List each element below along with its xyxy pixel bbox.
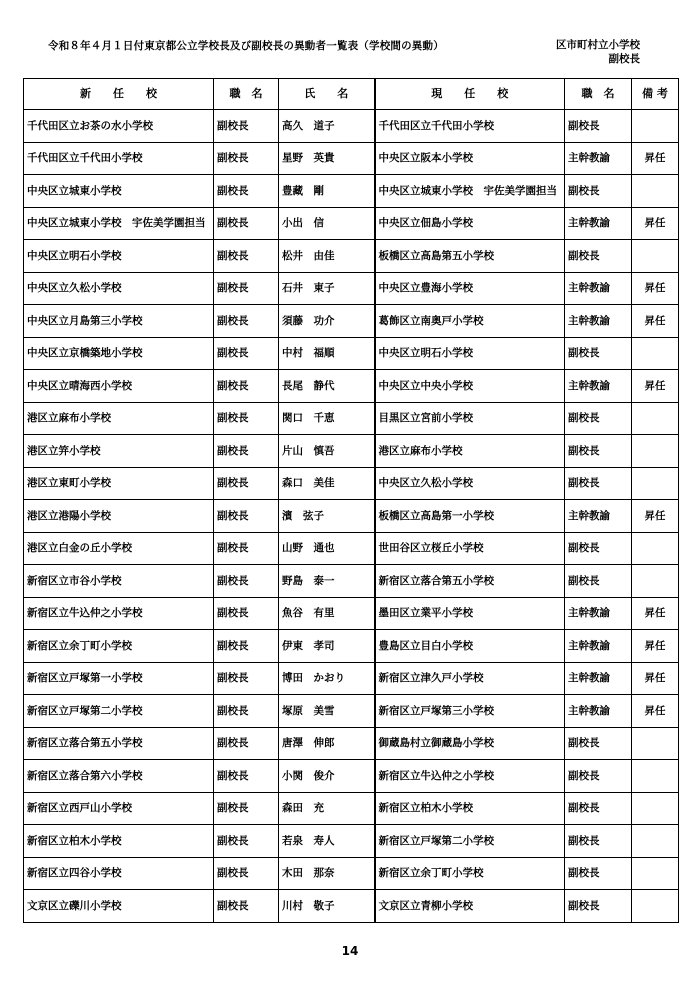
- new-school-cell: 中央区立月島第三小学校: [24, 305, 214, 338]
- header-new-school: 新 任 校: [24, 79, 214, 110]
- current-position-cell: 主幹教諭: [565, 695, 632, 728]
- remarks-cell: 昇任: [632, 370, 679, 403]
- current-position-cell: 主幹教諭: [565, 500, 632, 533]
- remarks-cell: 昇任: [632, 207, 679, 240]
- new-school-cell: 新宿区立余丁町小学校: [24, 630, 214, 663]
- current-school-cell: 新宿区立戸塚第三小学校: [375, 695, 565, 728]
- new-school-cell: 中央区立城東小学校 宇佐美学園担当: [24, 207, 214, 240]
- new-position-cell: 副校長: [214, 467, 279, 500]
- current-school-cell: 葛飾区立南奥戸小学校: [375, 305, 565, 338]
- new-position-cell: 副校長: [214, 110, 279, 143]
- current-school-cell: 板橋区立高島第一小学校: [375, 500, 565, 533]
- new-position-cell: 副校長: [214, 565, 279, 598]
- remarks-cell: [632, 110, 679, 143]
- current-position-cell: 主幹教諭: [565, 207, 632, 240]
- current-school-cell: 世田谷区立桜丘小学校: [375, 532, 565, 565]
- new-position-cell: 副校長: [214, 435, 279, 468]
- current-position-cell: 副校長: [565, 175, 632, 208]
- current-school-cell: 墨田区立業平小学校: [375, 597, 565, 630]
- new-position-cell: 副校長: [214, 662, 279, 695]
- name-cell: 博田 かおり: [279, 662, 375, 695]
- new-position-cell: 副校長: [214, 337, 279, 370]
- table-row: [24, 760, 679, 793]
- document-category: [556, 38, 640, 66]
- table-row: [24, 175, 679, 208]
- remarks-cell: [632, 825, 679, 858]
- current-position-cell: 副校長: [565, 110, 632, 143]
- current-position-cell: 主幹教諭: [565, 142, 632, 175]
- current-school-cell: 中央区立阪本小学校: [375, 142, 565, 175]
- current-position-cell: 副校長: [565, 857, 632, 890]
- category-school-type: 区市町村立小学校: [556, 39, 640, 51]
- table-row: [24, 662, 679, 695]
- table-row: [24, 630, 679, 663]
- current-position-cell: 副校長: [565, 467, 632, 500]
- header-remarks: 備 考: [632, 79, 679, 110]
- current-position-cell: 主幹教諭: [565, 630, 632, 663]
- remarks-cell: [632, 532, 679, 565]
- remarks-cell: [632, 792, 679, 825]
- name-cell: 片山 慎吾: [279, 435, 375, 468]
- name-cell: 濱 弦子: [279, 500, 375, 533]
- new-position-cell: 副校長: [214, 305, 279, 338]
- current-position-cell: 主幹教諭: [565, 662, 632, 695]
- table-row: [24, 337, 679, 370]
- remarks-cell: [632, 175, 679, 208]
- name-cell: 小出 信: [279, 207, 375, 240]
- new-position-cell: 副校長: [214, 890, 279, 923]
- new-school-cell: 新宿区立西戸山小学校: [24, 792, 214, 825]
- new-position-cell: 副校長: [214, 825, 279, 858]
- current-school-cell: 中央区立明石小学校: [375, 337, 565, 370]
- category-position: 副校長: [608, 53, 640, 65]
- new-position-cell: 副校長: [214, 272, 279, 305]
- current-school-cell: 新宿区立落合第五小学校: [375, 565, 565, 598]
- new-position-cell: 副校長: [214, 792, 279, 825]
- remarks-cell: 昇任: [632, 142, 679, 175]
- current-school-cell: 中央区立佃島小学校: [375, 207, 565, 240]
- name-cell: 小関 俊介: [279, 760, 375, 793]
- table-row: [24, 695, 679, 728]
- current-school-cell: 新宿区立余丁町小学校: [375, 857, 565, 890]
- remarks-cell: [632, 402, 679, 435]
- current-position-cell: 副校長: [565, 337, 632, 370]
- current-position-cell: 副校長: [565, 825, 632, 858]
- new-school-cell: 千代田区立お茶の水小学校: [24, 110, 214, 143]
- current-position-cell: 主幹教諭: [565, 305, 632, 338]
- new-position-cell: 副校長: [214, 857, 279, 890]
- current-position-cell: 副校長: [565, 532, 632, 565]
- table-row: [24, 240, 679, 273]
- remarks-cell: 昇任: [632, 695, 679, 728]
- new-position-cell: 副校長: [214, 597, 279, 630]
- table-row: [24, 565, 679, 598]
- new-school-cell: 港区立東町小学校: [24, 467, 214, 500]
- name-cell: 豊藏 剛: [279, 175, 375, 208]
- table-row: [24, 110, 679, 143]
- current-position-cell: 副校長: [565, 792, 632, 825]
- new-school-cell: 中央区立久松小学校: [24, 272, 214, 305]
- new-school-cell: 千代田区立千代田小学校: [24, 142, 214, 175]
- page-number: 14: [341, 944, 359, 958]
- name-cell: 伊東 孝司: [279, 630, 375, 663]
- table-row: [24, 467, 679, 500]
- name-cell: 森田 充: [279, 792, 375, 825]
- table-row: [24, 890, 679, 923]
- new-position-cell: 副校長: [214, 207, 279, 240]
- current-position-cell: 副校長: [565, 240, 632, 273]
- name-cell: 松井 由佳: [279, 240, 375, 273]
- table-row: [24, 597, 679, 630]
- current-position-cell: 主幹教諭: [565, 272, 632, 305]
- current-school-cell: 中央区立中央小学校: [375, 370, 565, 403]
- current-position-cell: 主幹教諭: [565, 370, 632, 403]
- name-cell: 関口 千恵: [279, 402, 375, 435]
- name-cell: 石井 東子: [279, 272, 375, 305]
- new-school-cell: 港区立麻布小学校: [24, 402, 214, 435]
- new-school-cell: 中央区立京橋築地小学校: [24, 337, 214, 370]
- new-position-cell: 副校長: [214, 142, 279, 175]
- remarks-cell: [632, 727, 679, 760]
- name-cell: 星野 英貴: [279, 142, 375, 175]
- remarks-cell: [632, 565, 679, 598]
- current-school-cell: 千代田区立千代田小学校: [375, 110, 565, 143]
- remarks-cell: [632, 435, 679, 468]
- current-school-cell: 新宿区立津久戸小学校: [375, 662, 565, 695]
- table-row: [24, 272, 679, 305]
- name-cell: 唐澤 伸郎: [279, 727, 375, 760]
- new-school-cell: 新宿区立落合第六小学校: [24, 760, 214, 793]
- current-school-cell: 新宿区立戸塚第二小学校: [375, 825, 565, 858]
- remarks-cell: 昇任: [632, 597, 679, 630]
- new-position-cell: 副校長: [214, 630, 279, 663]
- new-school-cell: 新宿区立牛込仲之小学校: [24, 597, 214, 630]
- remarks-cell: 昇任: [632, 630, 679, 663]
- remarks-cell: [632, 760, 679, 793]
- new-position-cell: 副校長: [214, 760, 279, 793]
- new-position-cell: 副校長: [214, 532, 279, 565]
- new-school-cell: 港区立白金の丘小学校: [24, 532, 214, 565]
- table-row: [24, 792, 679, 825]
- remarks-cell: 昇任: [632, 305, 679, 338]
- current-school-cell: 板橋区立高島第五小学校: [375, 240, 565, 273]
- remarks-cell: [632, 857, 679, 890]
- table-row: [24, 825, 679, 858]
- document-title: 令和８年４月１日付東京都公立学校長及び副校長の異動者一覧表（学校間の異動）: [48, 40, 444, 52]
- remarks-cell: [632, 337, 679, 370]
- new-school-cell: 新宿区立四谷小学校: [24, 857, 214, 890]
- new-school-cell: 中央区立城東小学校: [24, 175, 214, 208]
- remarks-cell: 昇任: [632, 500, 679, 533]
- current-position-cell: 主幹教諭: [565, 597, 632, 630]
- current-school-cell: 中央区立城東小学校 宇佐美学園担当: [375, 175, 565, 208]
- new-school-cell: 港区立港陽小学校: [24, 500, 214, 533]
- new-school-cell: 新宿区立戸塚第二小学校: [24, 695, 214, 728]
- table-row: [24, 435, 679, 468]
- name-cell: 山野 通也: [279, 532, 375, 565]
- name-cell: 森口 美佳: [279, 467, 375, 500]
- new-position-cell: 副校長: [214, 500, 279, 533]
- new-school-cell: 中央区立明石小学校: [24, 240, 214, 273]
- remarks-cell: 昇任: [632, 272, 679, 305]
- table-row: [24, 532, 679, 565]
- new-position-cell: 副校長: [214, 370, 279, 403]
- new-school-cell: 新宿区立戸塚第一小学校: [24, 662, 214, 695]
- header-name: 氏 名: [279, 79, 375, 110]
- current-school-cell: 新宿区立柏木小学校: [375, 792, 565, 825]
- new-school-cell: 文京区立礫川小学校: [24, 890, 214, 923]
- new-position-cell: 副校長: [214, 727, 279, 760]
- current-position-cell: 副校長: [565, 435, 632, 468]
- table-row: [24, 500, 679, 533]
- table-row: [24, 370, 679, 403]
- header-current-school: 現 任 校: [375, 79, 565, 110]
- new-position-cell: 副校長: [214, 240, 279, 273]
- header-current-position: 職 名: [565, 79, 632, 110]
- name-cell: 川村 敬子: [279, 890, 375, 923]
- remarks-cell: [632, 467, 679, 500]
- remarks-cell: 昇任: [632, 662, 679, 695]
- name-cell: 若泉 寿人: [279, 825, 375, 858]
- current-school-cell: 御蔵島村立御蔵島小学校: [375, 727, 565, 760]
- current-position-cell: 副校長: [565, 565, 632, 598]
- table-body: [24, 110, 679, 923]
- table-row: [24, 402, 679, 435]
- new-school-cell: 新宿区立柏木小学校: [24, 825, 214, 858]
- current-school-cell: 目黒区立宮前小学校: [375, 402, 565, 435]
- name-cell: 木田 那奈: [279, 857, 375, 890]
- header-new-position: 職 名: [214, 79, 279, 110]
- current-school-cell: 中央区立豊海小学校: [375, 272, 565, 305]
- current-position-cell: 副校長: [565, 402, 632, 435]
- table-row: [24, 142, 679, 175]
- name-cell: 高久 道子: [279, 110, 375, 143]
- current-school-cell: 港区立麻布小学校: [375, 435, 565, 468]
- new-position-cell: 副校長: [214, 695, 279, 728]
- current-school-cell: 新宿区立牛込仲之小学校: [375, 760, 565, 793]
- table-row: [24, 727, 679, 760]
- new-position-cell: 副校長: [214, 175, 279, 208]
- table-header-row: [24, 79, 679, 110]
- current-position-cell: 副校長: [565, 760, 632, 793]
- current-position-cell: 副校長: [565, 890, 632, 923]
- table-row: [24, 305, 679, 338]
- current-school-cell: 文京区立青柳小学校: [375, 890, 565, 923]
- transfer-table: [23, 78, 679, 923]
- current-position-cell: 副校長: [565, 727, 632, 760]
- name-cell: 魚谷 有里: [279, 597, 375, 630]
- new-school-cell: 新宿区立市谷小学校: [24, 565, 214, 598]
- name-cell: 長尾 静代: [279, 370, 375, 403]
- name-cell: 中村 福順: [279, 337, 375, 370]
- name-cell: 須藤 功介: [279, 305, 375, 338]
- new-position-cell: 副校長: [214, 402, 279, 435]
- new-school-cell: 港区立笄小学校: [24, 435, 214, 468]
- name-cell: 塚原 美雪: [279, 695, 375, 728]
- remarks-cell: [632, 890, 679, 923]
- new-school-cell: 中央区立晴海西小学校: [24, 370, 214, 403]
- table-row: [24, 207, 679, 240]
- current-school-cell: 中央区立久松小学校: [375, 467, 565, 500]
- table-row: [24, 857, 679, 890]
- current-school-cell: 豊島区立目白小学校: [375, 630, 565, 663]
- new-school-cell: 新宿区立落合第五小学校: [24, 727, 214, 760]
- name-cell: 野島 泰一: [279, 565, 375, 598]
- remarks-cell: [632, 240, 679, 273]
